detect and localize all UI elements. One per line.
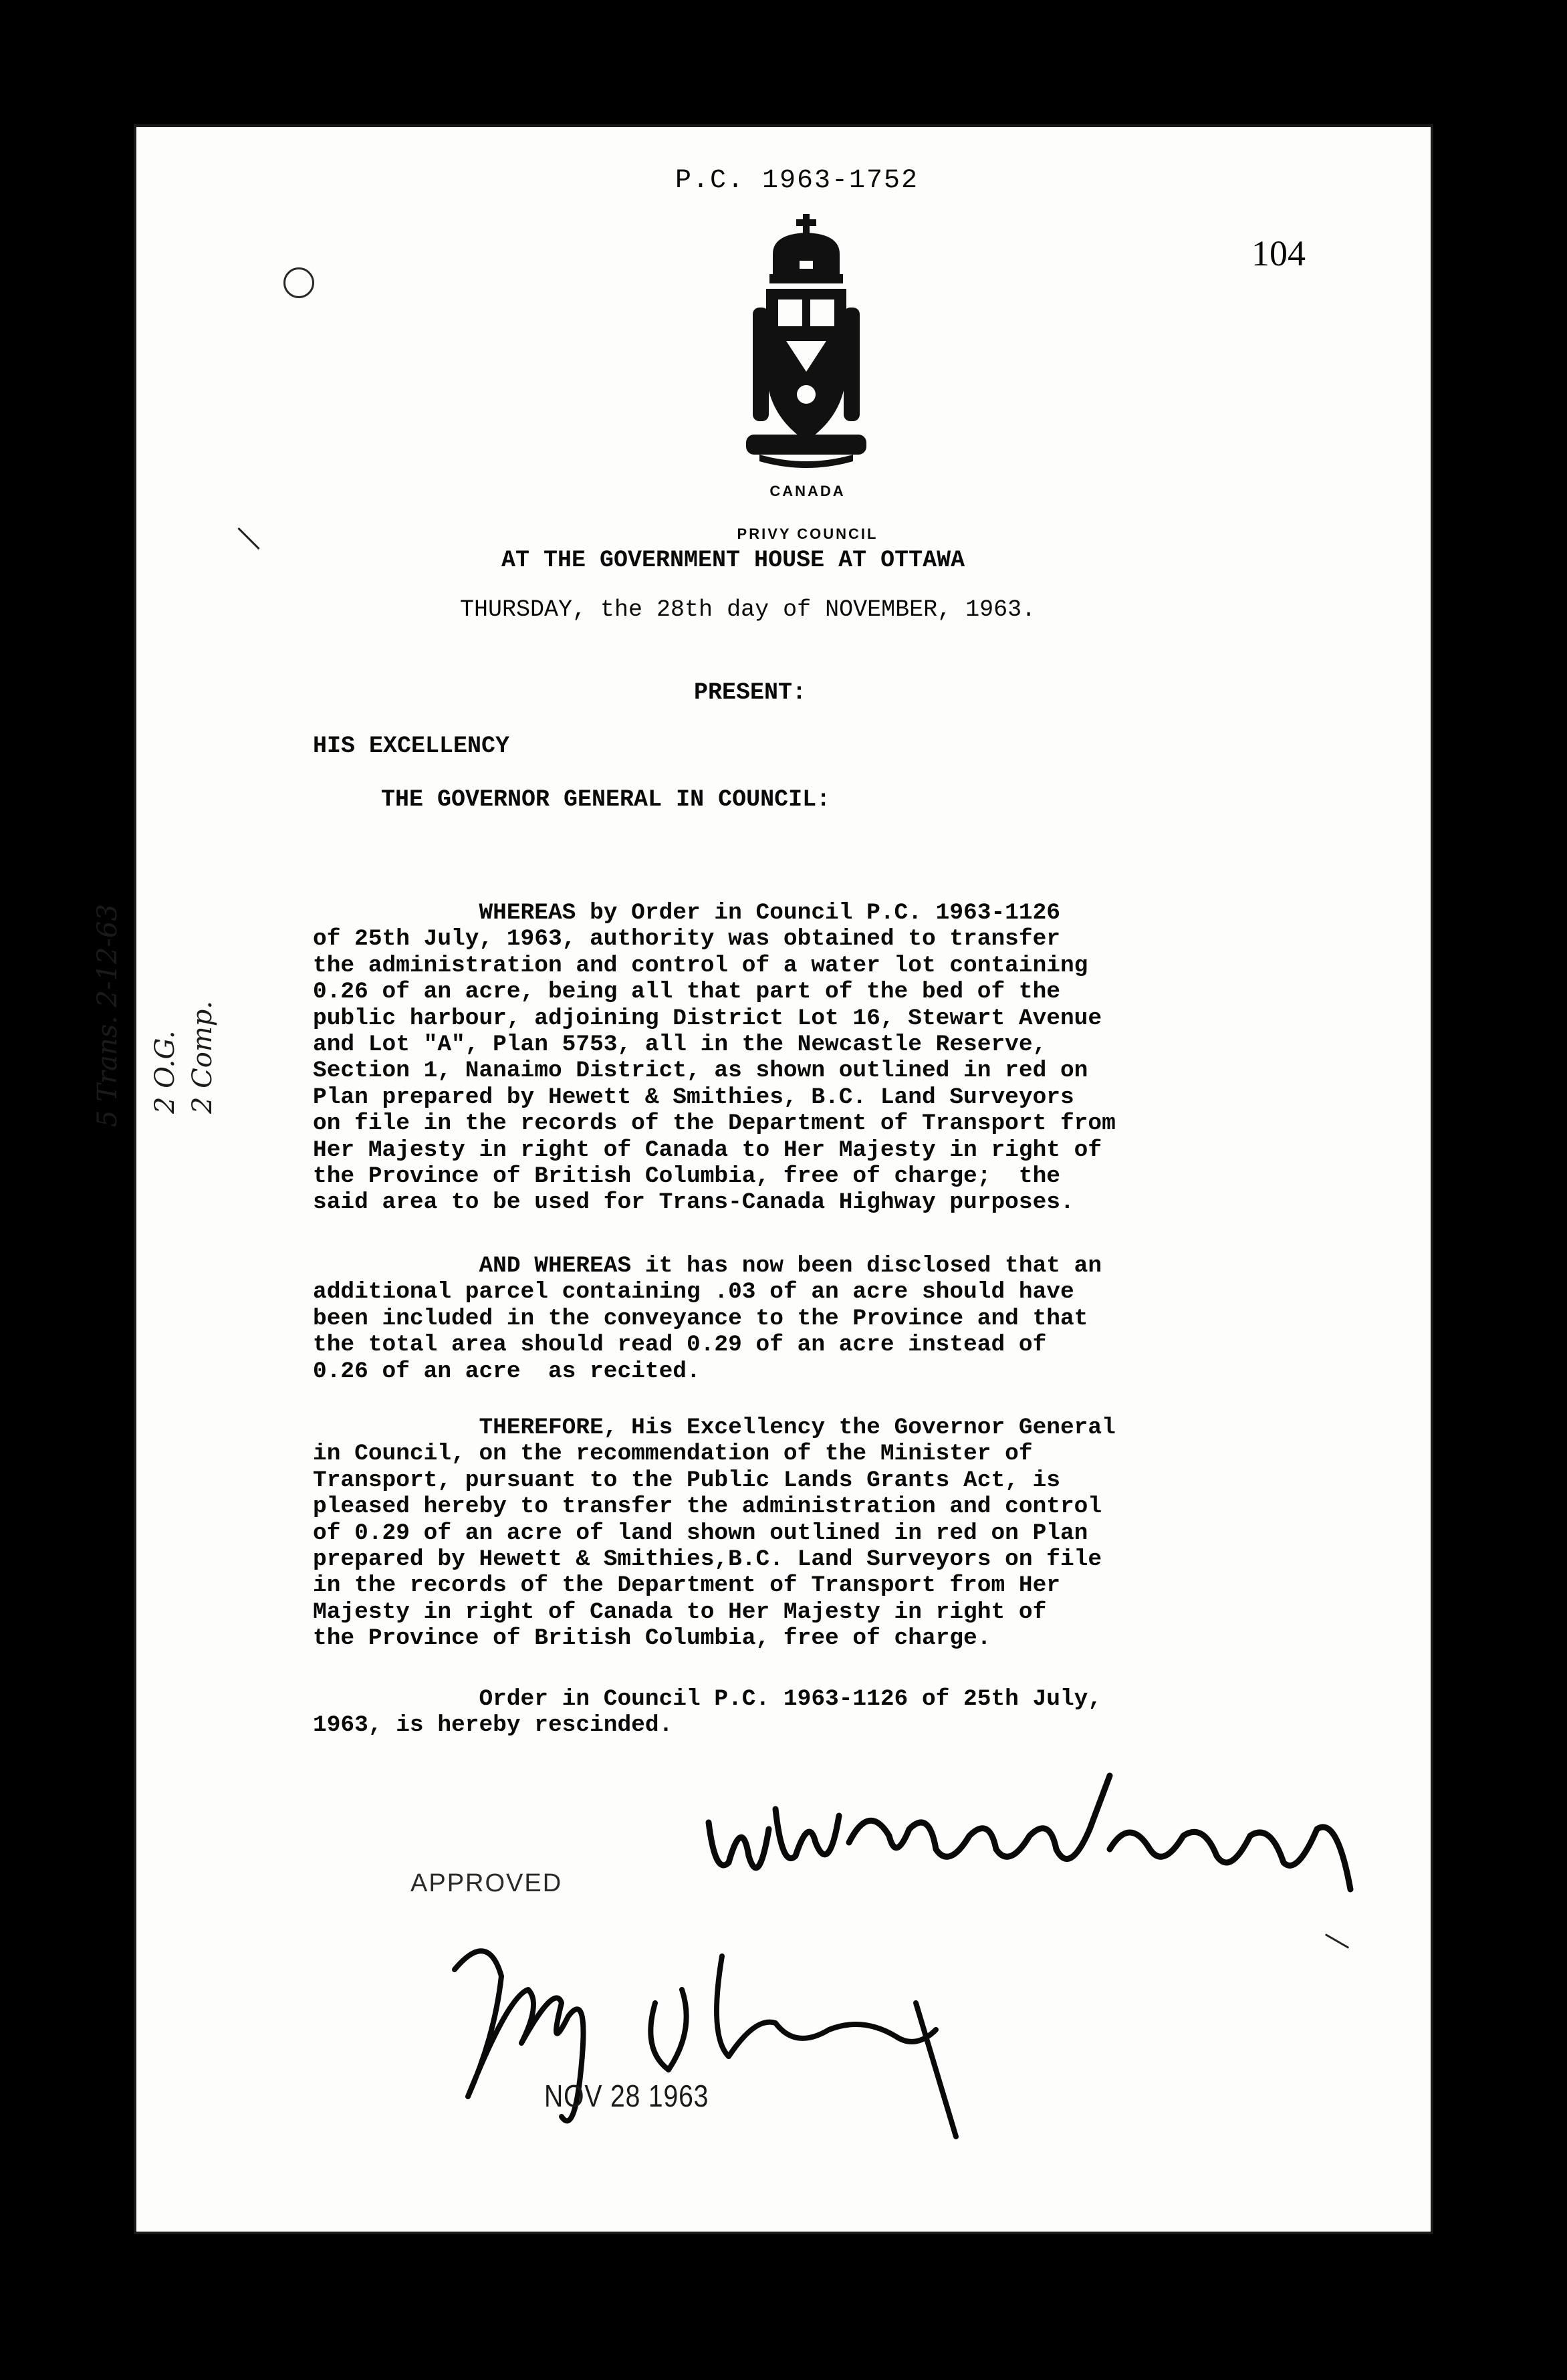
royal-coat-of-arms-icon: [739, 214, 873, 468]
approval-date-stamp: NOV 28 1963: [544, 2078, 709, 2113]
punch-hole: [283, 267, 314, 298]
present-heading: PRESENT:: [694, 679, 807, 706]
document-page: [92, 124, 1433, 2234]
his-excellency-line: HIS EXCELLENCY: [313, 733, 510, 759]
whereas-paragraph: WHEREAS by Order in Council P.C. 1963-1126 of 25th July, 1963, authority was obtained to transfer the administration and control of a water lot containing 0.26 of an acre, being all that part of the bed of the public harbour, adjoining District Lot 16, Stewart Avenue and Lot "A", Plan 5753, all in the Newcastle Reserve, Section 1, Nanaimo District, as shown outlined in red on Plan prepared by Hewett & Smithies, B.C. Land Surveyors on file in the records of the Department of Transport from Her Majesty in right of Canada to Her Majesty in right of the Province of British Columbia, free of charge; the said area to be used for Trans-Canada Highway purposes.: [313, 900, 1116, 1216]
therefore-paragraph: THEREFORE, His Excellency the Governor General in Council, on the recommendation of the Minister of Transport, pursuant to the Public Lands Grants Act, is pleased hereby to transfer the administration and control of 0.29 of an acre of land shown outlined in red on Plan prepared by Hewett & Smithies,B.C. Land Surveyors on file in the records of the Department of Transport from Her Majesty in right of Canada to Her Majesty in right of the Province of British Columbia, free of charge.: [313, 1415, 1116, 1652]
approval-signature: [428, 1916, 1070, 2143]
privy-council-label: PRIVY COUNCIL: [737, 525, 878, 542]
margin-distribution-note: 2 O.G.: [150, 1030, 180, 1114]
approved-stamp: APPROVED: [410, 1869, 563, 1897]
governor-general-line: THE GOVERNOR GENERAL IN COUNCIL:: [381, 786, 831, 813]
stray-mark: [1325, 1933, 1349, 1949]
page-number: 104: [1251, 233, 1306, 273]
and-whereas-paragraph: AND WHEREAS it has now been disclosed that an additional parcel containing .03 of an acre should have been included in the conveyance to the Province and that the total area should read 0.29 of an acre instead of 0.26 of an acre as recited.: [313, 1253, 1102, 1385]
order-number: P.C. 1963-1752: [675, 166, 919, 196]
governor-general-signature: [695, 1762, 1377, 1916]
meeting-place: AT THE GOVERNMENT HOUSE AT OTTAWA: [501, 547, 965, 574]
margin-distribution-note: 5 Trans. 2-12-63: [92, 904, 123, 1127]
meeting-date: THURSDAY, the 28th day of NOVEMBER, 1963.: [460, 596, 1036, 623]
rescission-paragraph: Order in Council P.C. 1963-1126 of 25th July, 1963, is hereby rescinded.: [313, 1686, 1102, 1739]
country-label: CANADA: [769, 483, 846, 499]
stray-mark: [237, 527, 259, 550]
margin-distribution-note: 2 Comp.: [187, 1000, 218, 1114]
